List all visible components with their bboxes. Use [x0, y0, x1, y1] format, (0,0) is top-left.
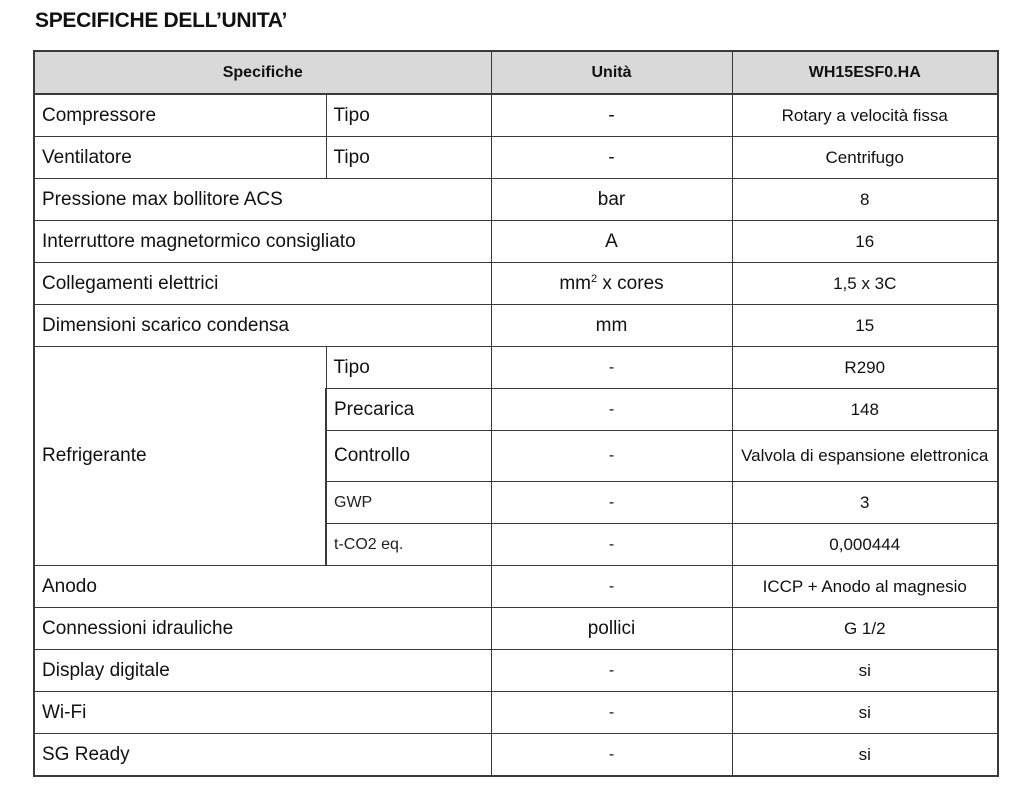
row-label: Dimensioni scarico condensa	[34, 305, 491, 347]
row-value: Valvola di espansione elettronica	[732, 431, 998, 482]
unit-superscript: 2	[591, 272, 598, 285]
row-label: Connessioni idrauliche	[34, 608, 491, 650]
row-unit: pollici	[491, 608, 732, 650]
row-unit: mm	[491, 305, 732, 347]
row-value: si	[732, 650, 998, 692]
table-row	[34, 347, 998, 389]
row-label: Collegamenti elettrici	[34, 263, 491, 305]
header-unit: Unità	[491, 51, 732, 94]
row-label: Wi-Fi	[34, 692, 491, 734]
row-sublabel: Tipo	[326, 347, 491, 389]
unit-base: mm	[559, 272, 591, 294]
row-unit: A	[491, 221, 732, 263]
row-value: 1,5 x 3C	[732, 263, 998, 305]
table-row	[34, 692, 998, 734]
spec-table	[33, 50, 999, 777]
row-unit: -	[491, 347, 732, 389]
page-title: SPECIFICHE DELL’UNITA’	[35, 9, 288, 32]
table-row	[34, 94, 998, 137]
row-value: si	[732, 692, 998, 734]
table-row	[34, 179, 998, 221]
row-unit: -	[491, 431, 732, 482]
row-unit: bar	[491, 179, 732, 221]
row-unit: -	[491, 389, 732, 431]
row-value: ICCP + Anodo al magnesio	[732, 566, 998, 608]
row-value: 148	[732, 389, 998, 431]
row-label: Anodo	[34, 566, 491, 608]
header-row	[34, 51, 998, 94]
row-sublabel: t-CO2 eq.	[326, 524, 491, 566]
row-value: 15	[732, 305, 998, 347]
row-label: SG Ready	[34, 734, 491, 777]
row-value: Centrifugo	[732, 137, 998, 179]
row-unit: -	[491, 566, 732, 608]
row-value: R290	[732, 347, 998, 389]
table-row	[34, 734, 998, 777]
table-row	[34, 608, 998, 650]
row-value: G 1/2	[732, 608, 998, 650]
table-row	[34, 137, 998, 179]
row-sublabel: Tipo	[326, 94, 491, 137]
table-row	[34, 263, 998, 305]
row-sublabel: Tipo	[326, 137, 491, 179]
row-label: Interruttore magnetormico consigliato	[34, 221, 491, 263]
header-model: WH15ESF0.HA	[732, 51, 998, 94]
row-unit: -	[491, 650, 732, 692]
row-sublabel: Controllo	[326, 431, 491, 482]
row-value: 0,000444	[732, 524, 998, 566]
row-value: si	[732, 734, 998, 777]
row-label: Compressore	[34, 94, 326, 137]
row-sublabel: Precarica	[326, 389, 491, 431]
table-row	[34, 650, 998, 692]
header-spec: Specifiche	[34, 51, 491, 94]
row-value: 8	[732, 179, 998, 221]
unit-rest: x cores	[597, 272, 664, 294]
table-row	[34, 221, 998, 263]
row-value: 16	[732, 221, 998, 263]
row-unit: -	[491, 137, 732, 179]
table-row	[34, 566, 998, 608]
row-unit: -	[491, 94, 732, 137]
row-unit: -	[491, 482, 732, 524]
row-unit	[491, 263, 732, 305]
table-row	[34, 305, 998, 347]
row-label: Ventilatore	[34, 137, 326, 179]
row-unit: -	[491, 734, 732, 777]
row-unit: -	[491, 524, 732, 566]
row-label: Pressione max bollitore ACS	[34, 179, 491, 221]
row-value: 3	[732, 482, 998, 524]
row-label-refrigerante: Refrigerante	[34, 347, 326, 566]
row-unit: -	[491, 692, 732, 734]
row-sublabel: GWP	[326, 482, 491, 524]
row-value: Rotary a velocità fissa	[732, 94, 998, 137]
row-label: Display digitale	[34, 650, 491, 692]
